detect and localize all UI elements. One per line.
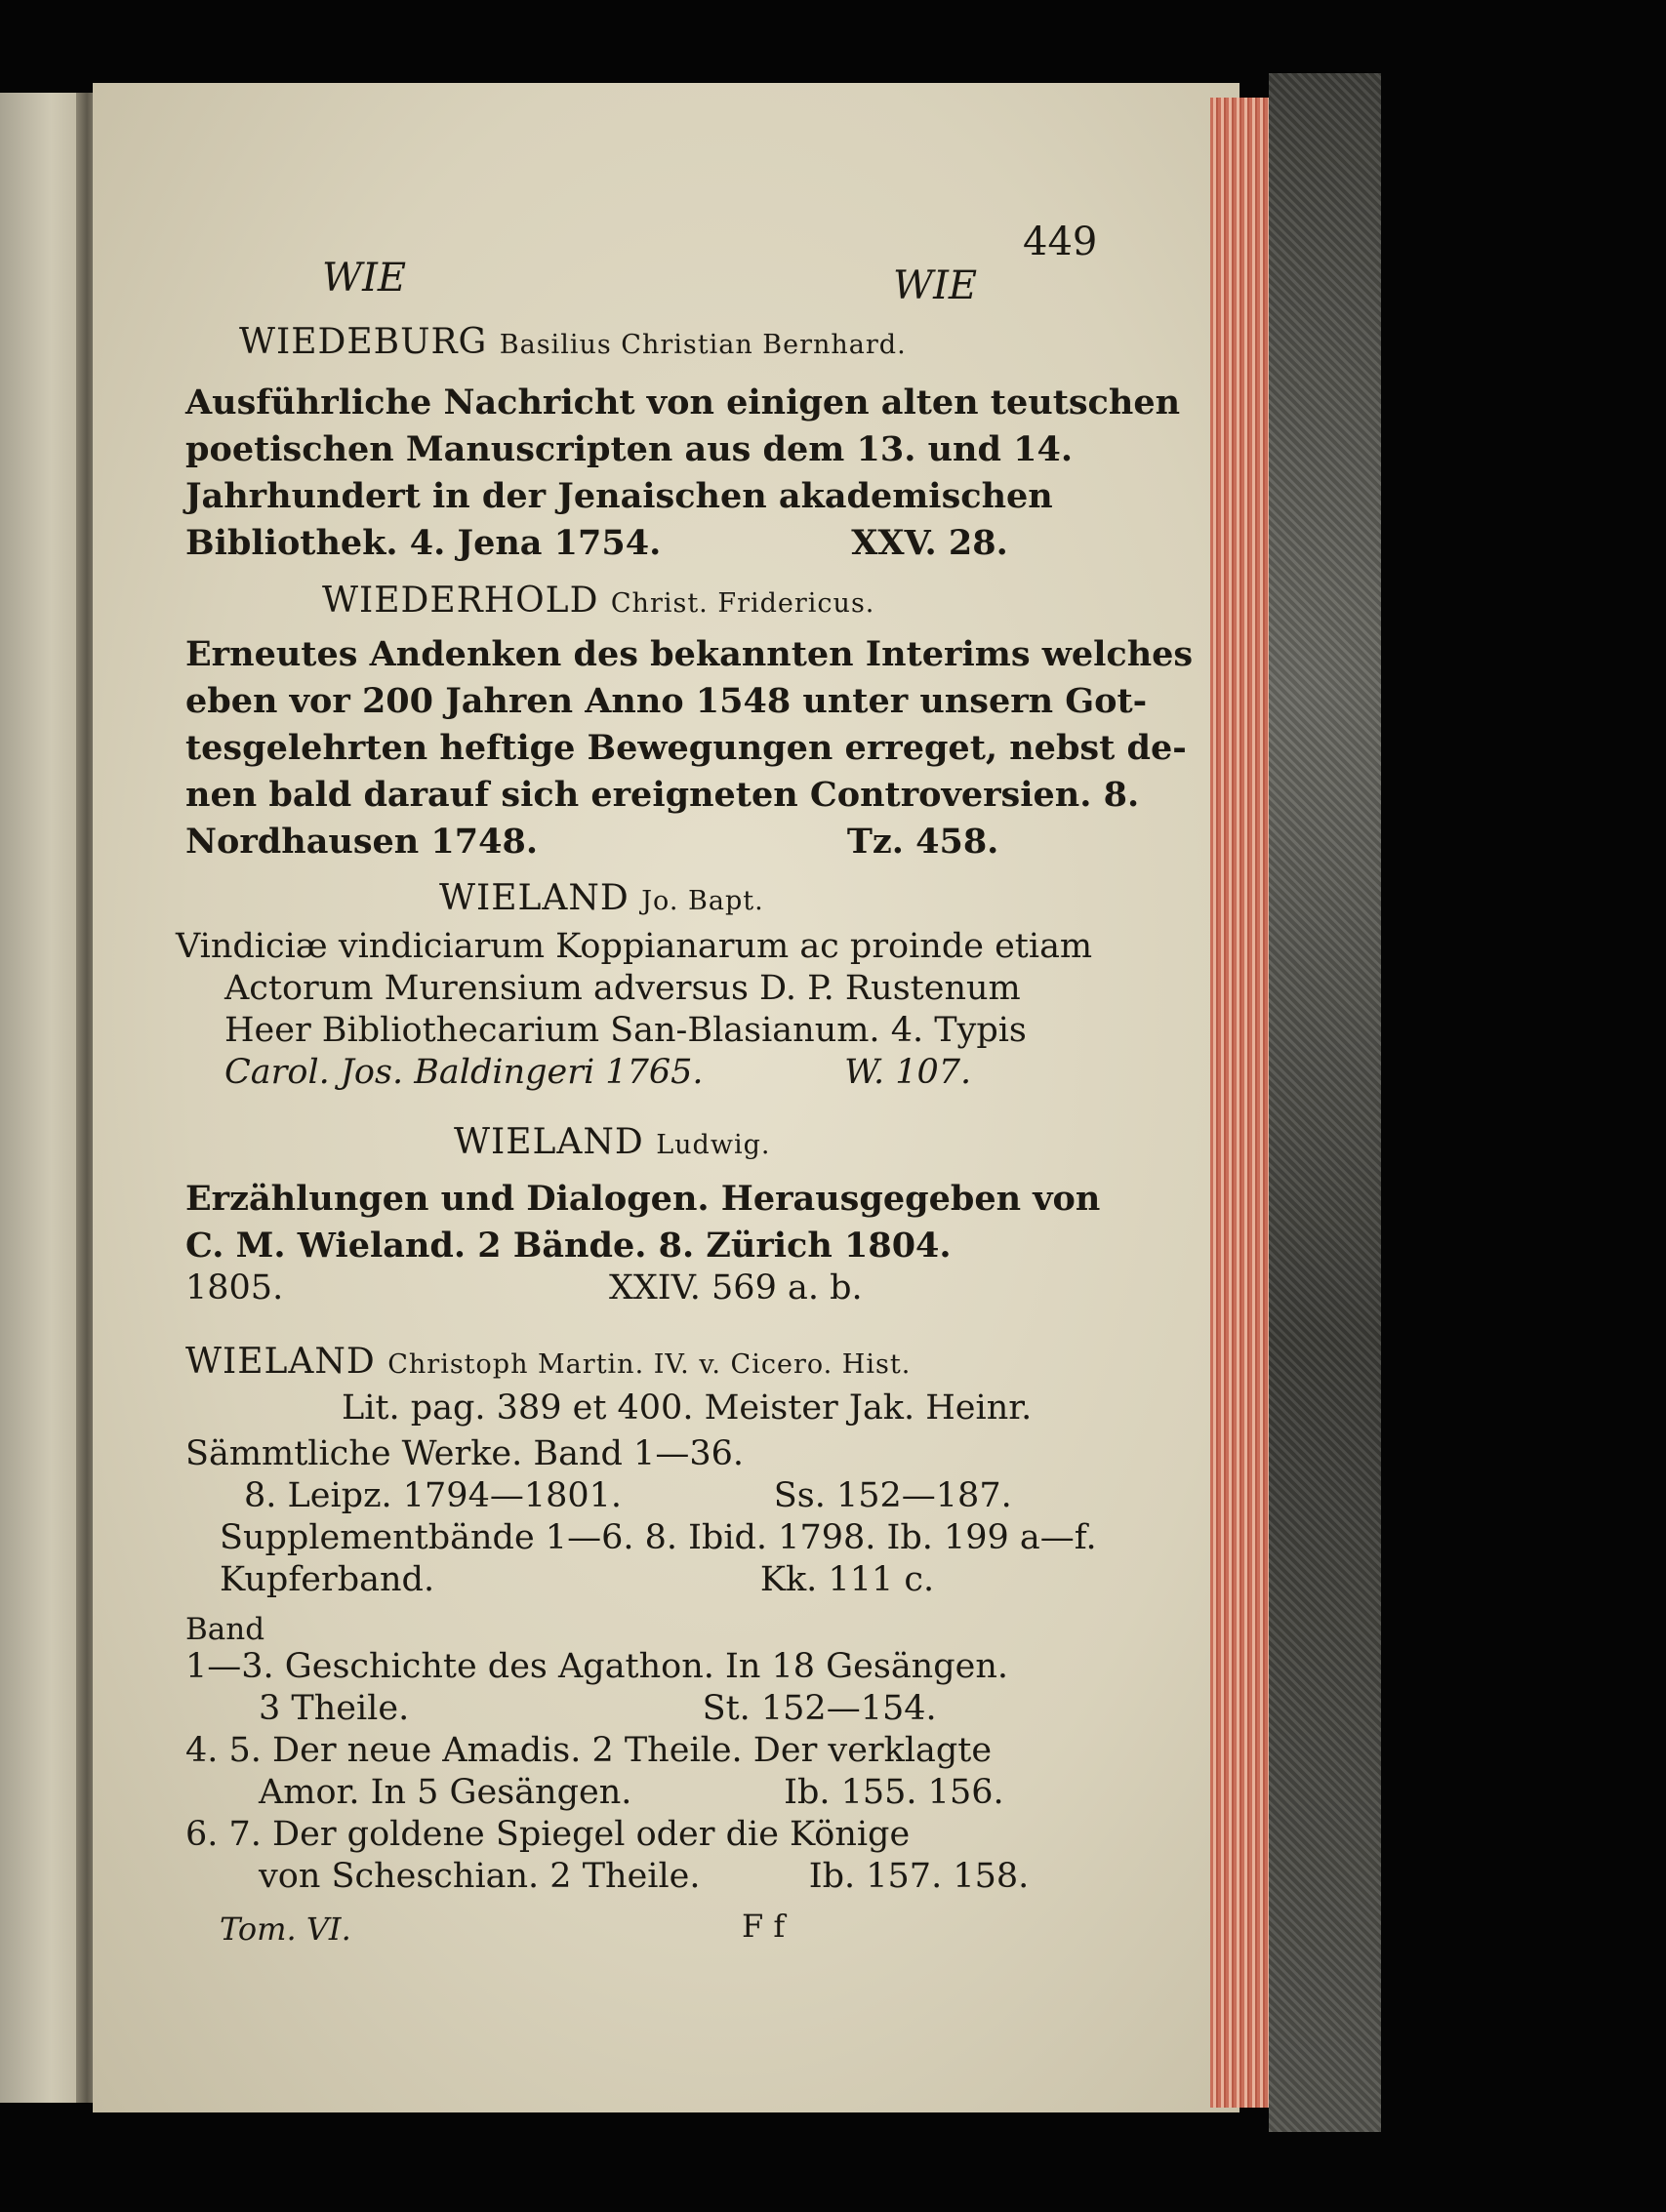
volume-signature: Tom. VI. [220, 1910, 351, 1948]
entry-line: Heer Bibliothecarium San-Blasianum. 4. Typis [224, 1011, 1027, 1050]
entry-line: Ausführliche Nachricht von einigen alten teutschen [185, 382, 1181, 422]
entry-line: Supplementbände 1—6. 8. Ibid. 1798. Ib. 199 a—f. [220, 1518, 1097, 1557]
entry-line: Band [185, 1612, 265, 1647]
entry-line: Vindiciæ vindiciarum Koppianarum ac proinde etiam [176, 927, 1093, 966]
heading-forenames: Ludwig. [656, 1130, 771, 1160]
entry-line: nen bald darauf sich ereigneten Controversien. 8. [185, 775, 1140, 815]
entry-line: Bibliothek. 4. Jena 1754. XXV. 28. [185, 523, 1008, 563]
gathering-signature: F f [742, 1908, 786, 1945]
page-number: 449 [1023, 220, 1098, 264]
heading-name: WIEDERHOLD [322, 581, 599, 621]
heading-name: WIELAND [185, 1342, 376, 1382]
entry-line: Erzählungen und Dialogen. Herausgegeben von [185, 1179, 1101, 1219]
heading-forenames: Basilius Christian Bernhard. [499, 330, 907, 360]
entry-line: eben vor 200 Jahren Anno 1548 unter unsern Got- [185, 681, 1148, 721]
heading-forenames: Jo. Bapt. [641, 886, 764, 916]
entry-heading [185, 1342, 911, 1382]
running-header-left: WIE [322, 256, 407, 301]
heading-name: WIELAND [454, 1122, 644, 1162]
entry-line: Nordhausen 1748. Tz. 458. [185, 822, 999, 862]
entry-line: von Scheschian. 2 Theile. Ib. 157. 158. [259, 1857, 1030, 1896]
entry-line: poetischen Manuscripten aus dem 13. und 14. [185, 429, 1074, 469]
entry-line: 3 Theile. St. 152—154. [259, 1689, 937, 1728]
entry-heading [239, 322, 907, 362]
entry-heading [439, 878, 764, 918]
entry-line: 1805. XXIV. 569 a. b. [185, 1268, 863, 1307]
entry-line: Jahrhundert in der Jenaischen akademischen [185, 476, 1053, 516]
entry-line: Carol. Jos. Baldingeri 1765. W. 107. [224, 1053, 972, 1092]
heading-name: WIEDEBURG [239, 322, 488, 362]
entry-line: Amor. In 5 Gesängen. Ib. 155. 156. [259, 1773, 1004, 1812]
entry-line: 8. Leipz. 1794—1801. Ss. 152—187. [244, 1476, 1012, 1515]
entry-line: 1—3. Geschichte des Agathon. In 18 Gesängen. [185, 1647, 1009, 1686]
entry-line: Lit. pag. 389 et 400. Meister Jak. Heinr. [342, 1388, 1033, 1428]
entry-line: Actorum Murensium adversus D. P. Rustenum [224, 969, 1021, 1008]
heading-forenames: Christ. Fridericus. [610, 588, 875, 619]
heading-forenames: Christoph Martin. IV. v. Cicero. Hist. [387, 1349, 912, 1380]
entry-line: Erneutes Andenken des bekannten Interims welches [185, 634, 1194, 674]
entry-heading [322, 581, 874, 621]
entry-line: Sämmtliche Werke. Band 1—36. [185, 1434, 744, 1473]
entry-line: 6. 7. Der goldene Spiegel oder die Könige [185, 1815, 911, 1854]
entry-line: 4. 5. Der neue Amadis. 2 Theile. Der verklagte [185, 1731, 993, 1770]
page-edges [1210, 98, 1277, 2108]
running-header-right: WIE [893, 263, 978, 308]
heading-name: WIELAND [439, 878, 630, 918]
book-cover [1269, 73, 1381, 2132]
entry-line: C. M. Wieland. 2 Bände. 8. Zürich 1804. [185, 1226, 952, 1266]
entry-line: tesgelehrten heftige Bewegungen erreget, nebst de- [185, 728, 1187, 768]
entry-heading [454, 1122, 770, 1162]
entry-line: Kupferband. Kk. 111 c. [220, 1560, 935, 1599]
